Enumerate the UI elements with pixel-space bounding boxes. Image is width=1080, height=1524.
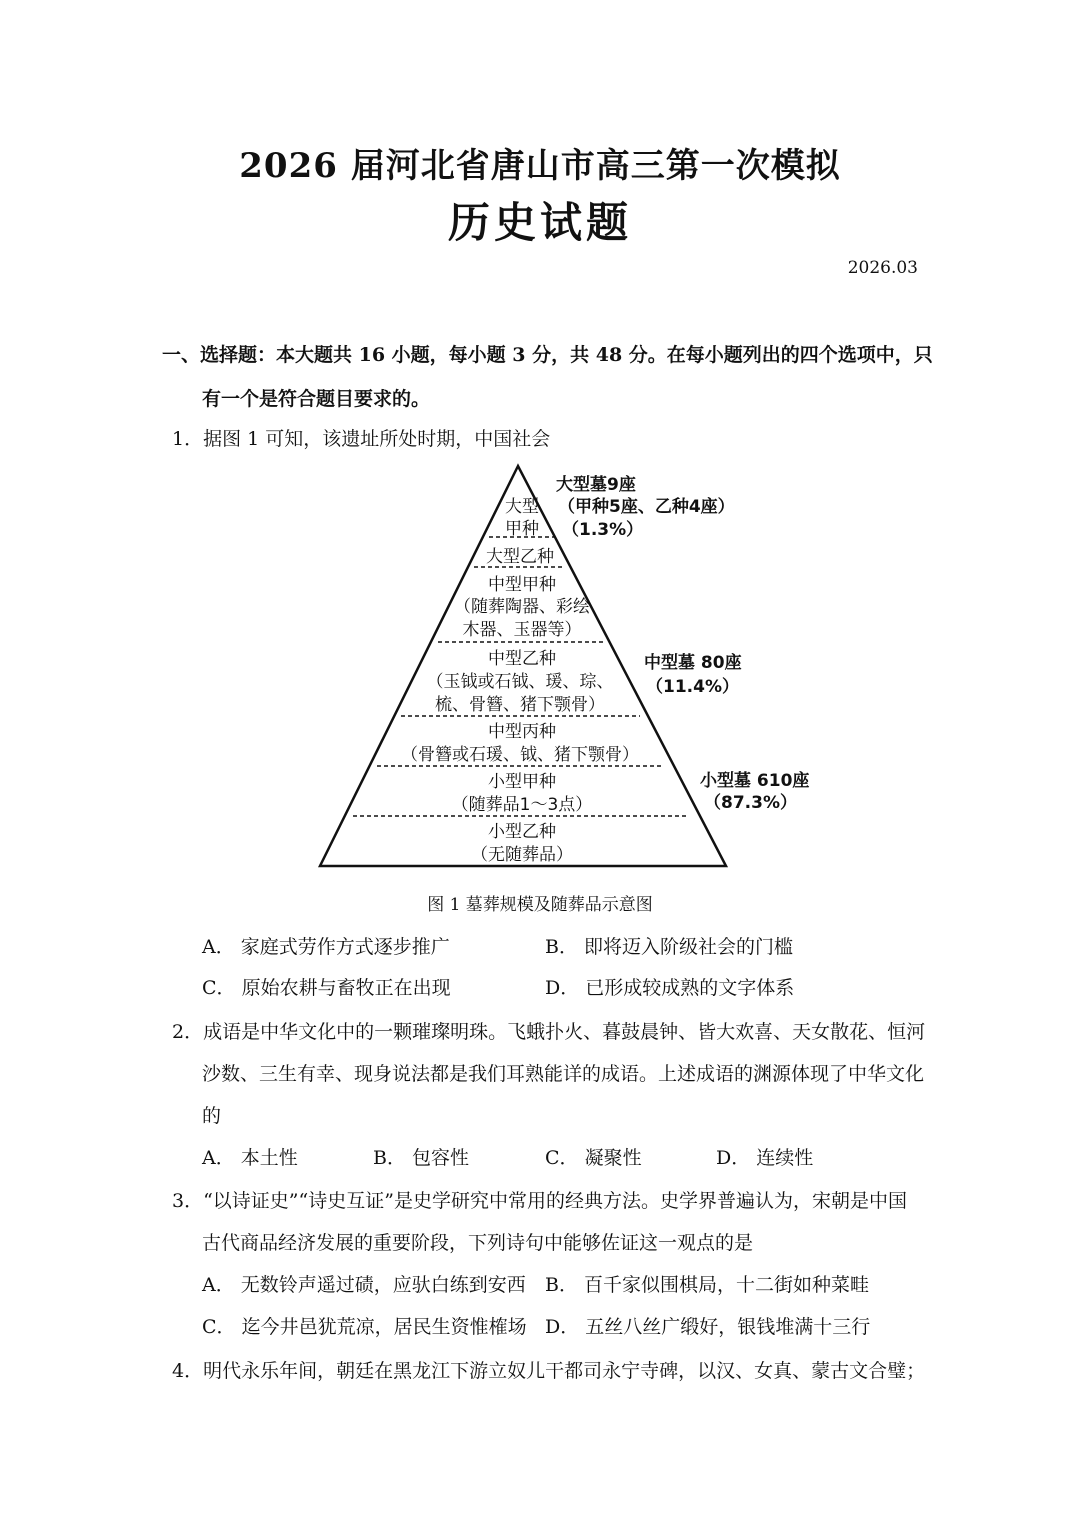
tier-small-a-label: 小型甲种 <box>488 772 556 792</box>
q3-option-d[interactable]: D． 五丝八丝广缎好，银钱堆满十三行 <box>545 1316 871 1338</box>
side-label-large: 大型墓9座 <box>556 475 636 495</box>
side-label-medium-percent: （11.4%） <box>646 677 739 697</box>
q3-option-c[interactable]: C． 迄今井邑犹荒凉，居民生资惟榷场 <box>202 1316 527 1338</box>
exam-subject: 历史试题 <box>447 198 632 247</box>
tier-medium-c-label: 中型丙种 <box>488 722 556 742</box>
q2-option-c[interactable]: C． 凝聚性 <box>545 1147 642 1169</box>
tier-small-a-detail: （随葬品1～3点） <box>451 795 593 815</box>
tier-small-b-detail: （无随葬品） <box>471 845 573 865</box>
q1-option-a[interactable]: A． 家庭式劳作方式逐步推广 <box>202 936 450 958</box>
q1-option-c[interactable]: C． 原始农耕与畜牧正在出现 <box>202 977 451 999</box>
tier-medium-b-detail1: （玉钺或石钺、瑗、琮、 <box>426 672 614 692</box>
exam-title: 2026 届河北省唐山市高三第一次模拟 <box>239 146 841 186</box>
side-label-small: 小型墓 610座 <box>700 771 810 791</box>
side-label-large-percent: （1.3%） <box>562 520 644 540</box>
question-4-stem-line1: 4．明代永乐年间，朝廷在黑龙江下游立奴儿干都司永宁寺碑，以汉、女真、蒙古文合璧； <box>172 1360 926 1382</box>
tier-medium-a-detail1: （随葬陶器、彩绘 <box>454 597 590 617</box>
q1-option-b[interactable]: B． 即将迈入阶级社会的门槛 <box>545 936 794 958</box>
question-3-stem-line2: 古代商品经济发展的重要阶段，下列诗句中能够佐证这一观点的是 <box>202 1232 754 1254</box>
question-2-stem-line2: 沙数、三生有幸、现身说法都是我们耳熟能详的成语。上述成语的渊源体现了中华文化 <box>202 1063 925 1085</box>
tier-medium-c-detail: （骨簪或石瑗、钺、猪下颚骨） <box>401 745 639 765</box>
q2-option-d[interactable]: D． 连续性 <box>716 1147 814 1169</box>
tier-large-a-label2: 甲种 <box>505 519 539 539</box>
q3-option-b[interactable]: B． 百千家似围棋局，十二街如种菜畦 <box>545 1274 870 1296</box>
q3-option-a[interactable]: A． 无数铃声遥过碛，应驮白练到安西 <box>202 1274 526 1296</box>
tier-small-b-label: 小型乙种 <box>488 822 556 842</box>
side-label-large-detail: （甲种5座、乙种4座） <box>558 497 735 517</box>
section-instructions-line2: 有一个是符合题目要求的。 <box>202 388 431 410</box>
question-3-stem-line1: 3．“以诗证史”“诗史互证”是史学研究中常用的经典方法。史学界普遍认为，宋朝是中国 <box>172 1190 907 1212</box>
tier-medium-b-detail2: 梳、骨簪、猪下颚骨） <box>435 695 605 715</box>
section-instructions-line1: 一、选择题：本大题共 16 小题，每小题 3 分，共 48 分。在每小题列出的四个选项中，只 <box>162 344 933 366</box>
exam-date: 2026.03 <box>847 258 918 278</box>
question-1-stem: 1．据图 1 可知，该遗址所处时期，中国社会 <box>172 428 551 450</box>
tier-medium-a-detail2: 木器、玉器等） <box>462 620 582 640</box>
q2-option-b[interactable]: B． 包容性 <box>373 1147 470 1169</box>
tier-large-b-label: 大型乙种 <box>486 547 554 567</box>
question-2-stem-line1: 2．成语是中华文化中的一颗璀璨明珠。飞蛾扑火、暮鼓晨钟、皆大欢喜、天女散花、恒河 <box>172 1021 926 1043</box>
tier-medium-b-label: 中型乙种 <box>488 649 556 669</box>
tomb-pyramid-diagram <box>300 462 820 872</box>
tier-large-a-label: 大型 <box>505 497 539 517</box>
tier-medium-a-label: 中型甲种 <box>488 575 556 595</box>
figure-caption: 图 1 墓葬规模及随葬品示意图 <box>427 895 653 915</box>
q1-option-d[interactable]: D． 已形成较成熟的文字体系 <box>545 977 795 999</box>
side-label-small-percent: （87.3%） <box>704 793 797 813</box>
side-label-medium: 中型墓 80座 <box>644 653 742 673</box>
question-2-stem-line3: 的 <box>202 1105 222 1127</box>
q2-option-a[interactable]: A． 本土性 <box>202 1147 298 1169</box>
